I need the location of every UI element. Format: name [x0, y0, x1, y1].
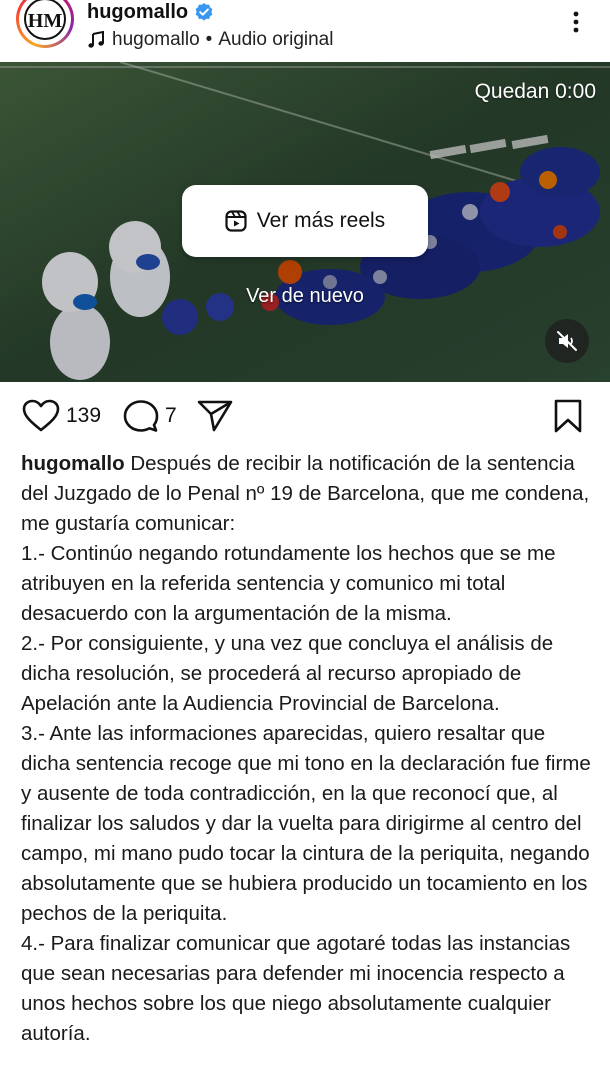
comment-icon[interactable]	[123, 399, 159, 433]
more-options-icon[interactable]	[564, 8, 588, 38]
post-header	[0, 0, 610, 62]
see-more-reels-button[interactable]	[182, 185, 428, 257]
username-link[interactable]: hugomallo	[87, 1, 189, 23]
audio-separator: •	[205, 29, 213, 50]
see-more-reels-label: Ver más reels	[256, 209, 386, 232]
bookmark-icon[interactable]	[553, 399, 583, 433]
reels-icon	[225, 210, 247, 232]
avatar-ring-gap	[19, 0, 71, 45]
speaker-muted-icon	[556, 330, 578, 352]
heart-icon[interactable]	[22, 399, 60, 433]
save-action	[553, 399, 583, 433]
reel-video[interactable]	[0, 62, 610, 382]
comment-count[interactable]: 7	[165, 404, 177, 427]
post-caption	[21, 449, 596, 1049]
verified-badge-icon	[194, 2, 214, 22]
audio-owner: hugomallo	[112, 29, 200, 50]
post-actions-bar	[0, 382, 610, 448]
share-icon[interactable]	[197, 399, 233, 433]
caption-point: 4.- Para finalizar comunicar que agotaré todas las instancias que sean necesarias para defender mi inocencia respecto a unos hechos sobre los que niego absolutamente cualquier autoría.	[21, 932, 571, 1045]
comment-action	[123, 399, 177, 433]
caption-intro	[21, 449, 596, 539]
time-remaining-label: Quedan 0:00	[474, 80, 596, 103]
username-row	[87, 0, 214, 24]
svg-text:HM: HM	[27, 10, 63, 32]
mute-toggle-button[interactable]	[545, 319, 589, 363]
caption-point: 1.- Continúo negando rotundamente los hechos que se me atribuyen en la referida sentencia y comunico mi total desacuerdo con la argumentación de la misma.	[21, 542, 556, 625]
profile-avatar[interactable]	[16, 0, 74, 48]
replay-button[interactable]: Ver de nuevo	[246, 285, 364, 307]
caption-point: 2.- Por consiguiente, y una vez que concluya el análisis de dicha resolución, se procederá al recurso apropiado de Apelación ante la Audiencia Provincial de Barcelona.	[21, 632, 554, 715]
caption-intro-text: Después de recibir la notificación de la sentencia del Juzgado de lo Penal nº 19 de Barcelona, que me condena, me gustaría comunicar:	[21, 452, 590, 535]
caption-username[interactable]: hugomallo	[21, 452, 125, 475]
music-note-icon	[87, 31, 105, 49]
like-action	[22, 399, 101, 433]
share-action	[197, 399, 233, 433]
audio-row[interactable]	[87, 28, 333, 52]
caption-point: 3.- Ante las informaciones aparecidas, quiero resaltar que dicha sentencia recoge que mi tono en la declaración fue firme y ausente de toda contradicción, en la que reconocí que, al finalizar los saludos y dar la vuelta para dirigirme al centro del campo, mi mano pudo tocar la cintura de la periquita, negando absolutamente que se hubiera producido un tocamiento en los pechos de la periquita.	[21, 722, 591, 925]
audio-label: Audio original	[218, 29, 334, 50]
hm-logo-icon	[23, 0, 67, 41]
like-count[interactable]: 139	[66, 404, 102, 427]
